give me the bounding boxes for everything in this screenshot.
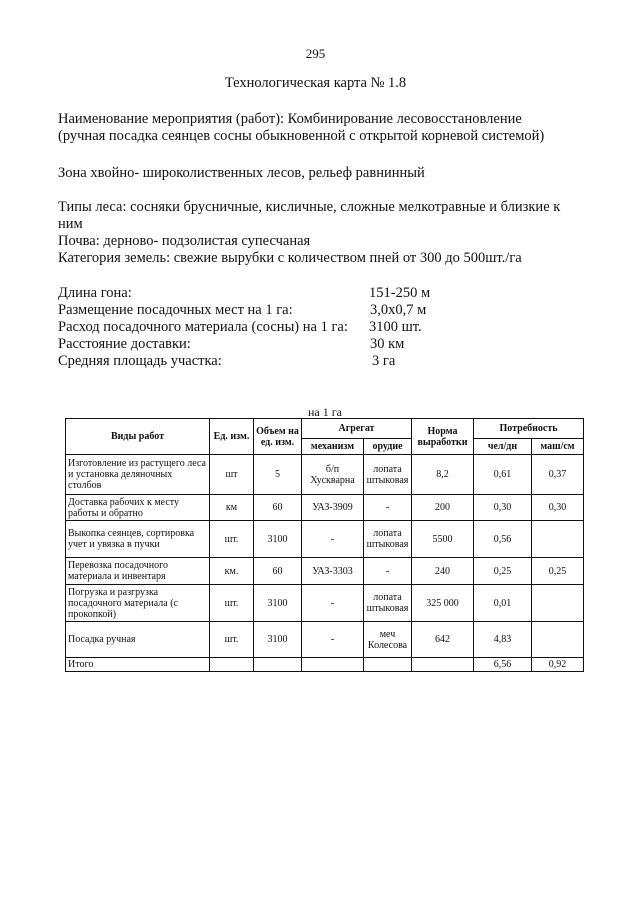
cell-man-days: 0,01 [474,585,532,622]
header-tool: орудие [364,439,412,455]
header-work-type: Виды работ [66,419,210,455]
soil-line: Почва: дерново- подзолистая супесчаная [58,233,311,249]
header-norm: Норма выработки [412,419,474,455]
cell-tool: лопата штыковая [364,585,412,622]
cell-man-days: 0,30 [474,495,532,521]
param-label-planting-spacing: Размещение посадочных мест на 1 га: [58,302,293,318]
cell-tool: - [364,495,412,521]
cell-unit: шт [210,455,254,495]
cell-empty [412,658,474,672]
cell-work: Доставка рабочих к месту работы и обратно [66,495,210,521]
cell-tool: лопата штыковая [364,521,412,558]
cell-man-days: 0,25 [474,558,532,585]
param-label-run-length: Длина гона: [58,285,132,301]
cell-norm: 200 [412,495,474,521]
cell-work: Выкопка сеянцев, сортировка учет и увязка в пучки [66,521,210,558]
header-man-days: чел/дн [474,439,532,455]
header-need: Потребность [474,419,584,439]
cell-man-days: 0,56 [474,521,532,558]
cell-unit: шт. [210,521,254,558]
cell-total-man-days: 6,56 [474,658,532,672]
cell-man-days: 0,61 [474,455,532,495]
param-label-delivery-distance: Расстояние доставки: [58,336,191,352]
cell-volume: 3100 [254,622,302,658]
forest-zone-line: Зона хвойно- широколиственных лесов, рельеф равнинный [58,165,425,181]
cell-mechanism: - [302,585,364,622]
forest-types-line-2: ним [58,216,83,232]
param-value-delivery-distance: 30 км [370,336,405,352]
cell-work: Посадка ручная [66,622,210,658]
cell-tool: меч Колесова [364,622,412,658]
work-table [65,418,584,672]
cell-work: Перевозка посадочного материала и инвентаря [66,558,210,585]
activity-name-line-2: (ручная посадка сеянцев сосны обыкновенной с открытой корневой системой) [58,128,545,144]
cell-norm: 8,2 [412,455,474,495]
cell-empty [210,658,254,672]
param-label-material-use: Расход посадочного материала (сосны) на 1 га: [58,319,348,335]
cell-unit: шт. [210,622,254,658]
cell-volume: 60 [254,495,302,521]
cell-work: Погрузка и разгрузка посадочного материала (с прокопкой) [66,585,210,622]
header-mechanism: механизм [302,439,364,455]
cell-norm: 240 [412,558,474,585]
cell-machine-shifts [532,622,584,658]
table-row [66,585,584,622]
param-value-planting-spacing: 3,0х0,7 м [370,302,427,318]
table-row [66,495,584,521]
table-row [66,558,584,585]
cell-machine-shifts: 0,30 [532,495,584,521]
cell-machine-shifts: 0,25 [532,558,584,585]
cell-volume: 3100 [254,521,302,558]
cell-man-days: 4,83 [474,622,532,658]
cell-total-label: Итого [66,658,210,672]
header-aggregate: Агрегат [302,419,412,439]
cell-norm: 5500 [412,521,474,558]
param-label-plot-area: Средняя площадь участка: [58,353,222,369]
param-value-plot-area: 3 га [372,353,396,369]
forest-types-line-1: Типы леса: сосняки брусничные, кисличные, сложные мелкотравные и близкие к [58,199,561,215]
table-caption: на 1 га [308,405,342,419]
cell-norm: 325 000 [412,585,474,622]
cell-total-machine-shifts: 0,92 [532,658,584,672]
table-total-row [66,658,584,672]
header-machine-shifts: маш/см [532,439,584,455]
cell-mechanism: - [302,521,364,558]
table-row [66,521,584,558]
document-title: Технологическая карта № 1.8 [224,75,407,91]
table-row [66,622,584,658]
cell-mechanism: - [302,622,364,658]
header-volume: Объем на ед. изм. [254,419,302,455]
cell-volume: 60 [254,558,302,585]
page-number: 295 [305,46,326,61]
cell-mechanism: УАЗ-3909 [302,495,364,521]
cell-empty [364,658,412,672]
cell-empty [254,658,302,672]
cell-norm: 642 [412,622,474,658]
header-unit: Ед. изм. [210,419,254,455]
cell-unit: шт. [210,585,254,622]
cell-machine-shifts [532,585,584,622]
cell-unit: км [210,495,254,521]
cell-mechanism: б/п Хускварна [302,455,364,495]
cell-tool: лопата штыковая [364,455,412,495]
cell-work: Изготовление из растущего леса и установка деляночных столбов [66,455,210,495]
cell-tool: - [364,558,412,585]
param-value-run-length: 151-250 м [369,285,431,301]
activity-name-line-1: Наименование мероприятия (работ): Комбинирование лесовосстановление [58,111,522,127]
cell-machine-shifts [532,521,584,558]
cell-volume: 5 [254,455,302,495]
cell-machine-shifts: 0,37 [532,455,584,495]
cell-unit: км. [210,558,254,585]
land-category-line: Категория земель: свежие вырубки с количеством пней от 300 до 500шт./га [58,250,522,266]
cell-volume: 3100 [254,585,302,622]
table-row [66,455,584,495]
param-value-material-use: 3100 шт. [369,319,422,335]
cell-mechanism: УАЗ-3303 [302,558,364,585]
cell-empty [302,658,364,672]
